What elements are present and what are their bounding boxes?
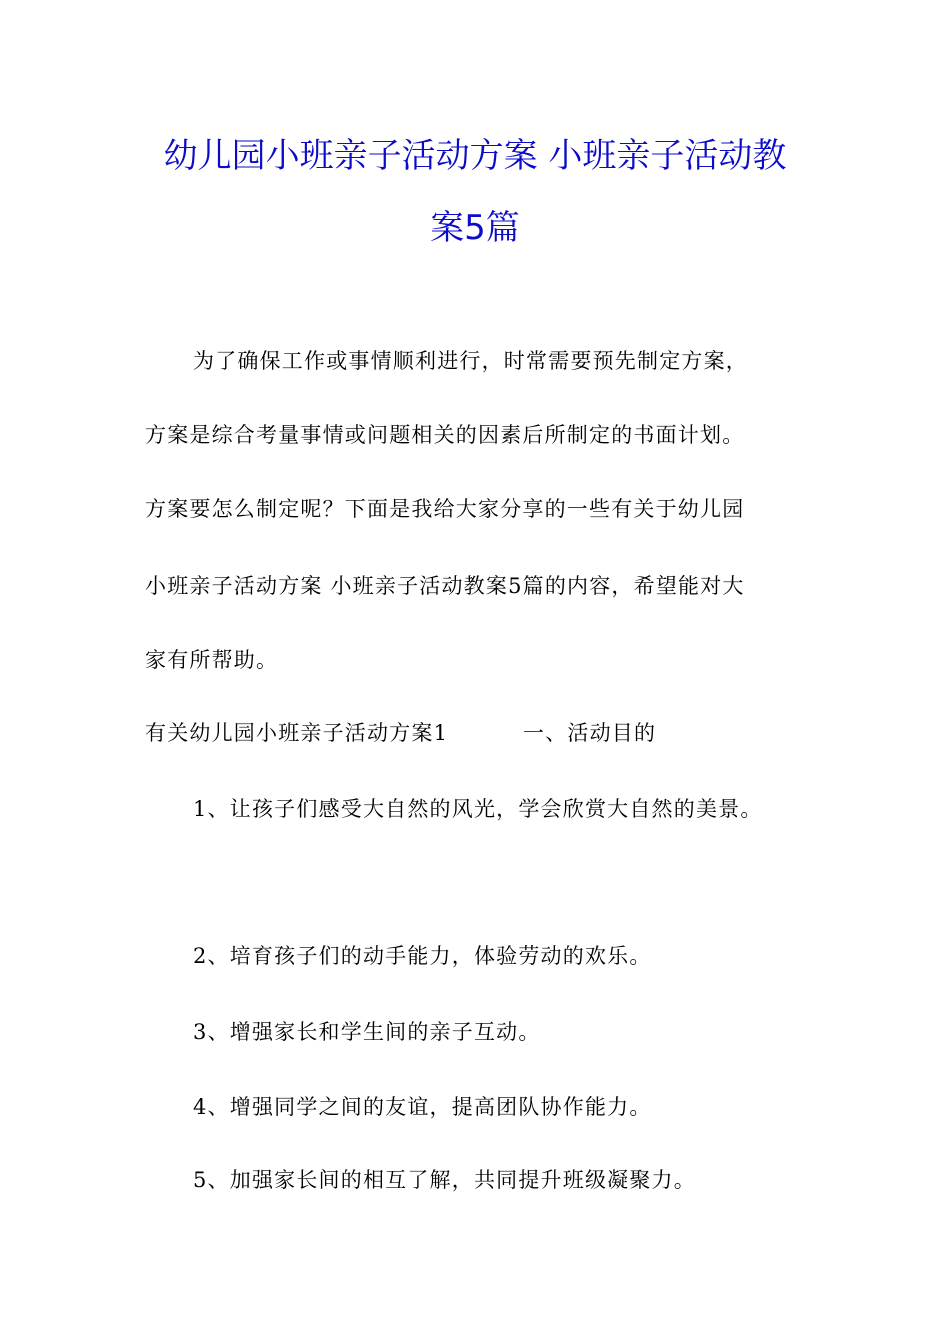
intro-paragraph-line-5: 家有所帮助。 [145, 648, 279, 672]
document-title-line-2: 案5篇 [430, 208, 520, 248]
intro-paragraph-line-3: 方案要怎么制定呢？下面是我给大家分享的一些有关于幼儿园 [145, 497, 745, 521]
goal-item-1: 1、让孩子们感受大自然的风光，学会欣赏大自然的美景。 [193, 797, 763, 821]
goal-item-3: 3、增强家长和学生间的亲子互动。 [193, 1020, 541, 1044]
section-heading: 有关幼儿园小班亲子活动方案1 [145, 721, 449, 745]
goal-item-4: 4、增强同学之间的友谊，提高团队协作能力。 [193, 1095, 652, 1119]
section-subheading: 一、活动目的 [523, 721, 657, 745]
document-title-line-1: 幼儿园小班亲子活动方案 小班亲子活动教 [163, 136, 787, 176]
intro-paragraph-line-4: 小班亲子活动方案 小班亲子活动教案5篇的内容，希望能对大 [145, 574, 745, 598]
intro-paragraph-line-1: 为了确保工作或事情顺利进行，时常需要预先制定方案， [193, 349, 748, 373]
goal-item-5: 5、加强家长间的相互了解，共同提升班级凝聚力。 [193, 1168, 696, 1192]
goal-item-2: 2、培育孩子们的动手能力，体验劳动的欢乐。 [193, 944, 652, 968]
intro-paragraph-line-2: 方案是综合考量事情或问题相关的因素后所制定的书面计划。 [145, 423, 745, 447]
